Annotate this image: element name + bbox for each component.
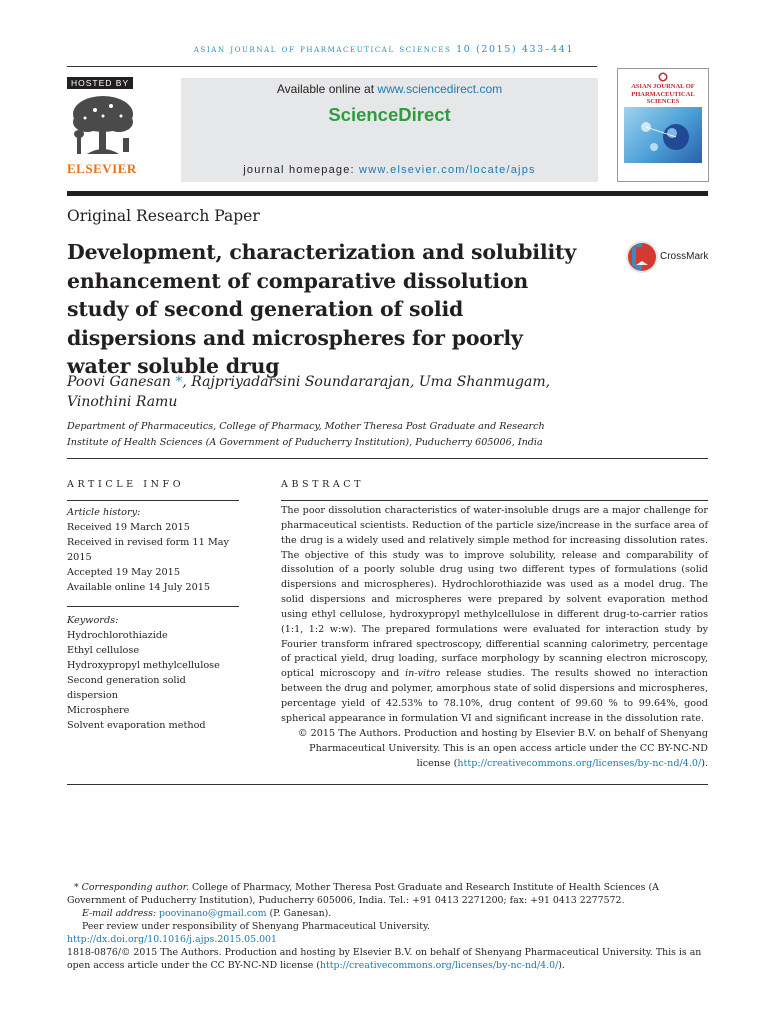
author-rest: , Rajpriyadarsini Soundararajan, Uma Shanmugam, Vinothini Ramu xyxy=(67,374,551,410)
keyword-item: Hydrochlorothiazide xyxy=(67,630,168,641)
elsevier-tree-logo-icon xyxy=(67,92,140,162)
email-footnote xyxy=(67,907,708,920)
history-item: Received 19 March 2015 xyxy=(67,522,190,533)
crossmark-label[interactable]: CrossMark xyxy=(660,251,709,262)
corresponding-author-text: College of Pharmacy, Mother Theresa Post Graduate and Research Institute of Health Sciences (A Government of Puducherry Institution), Puducherry 605006, India. Tel.: +91 0413 2271200; fax: +91 0413 2277572. xyxy=(67,882,659,906)
copyright-text: © 2015 The Authors. Production and hosting by Elsevier B.V. on behalf of Shenyang Pharmaceutical University. This is an open access article under the CC BY-NC-ND license ( xyxy=(297,728,708,769)
crossmark-icon[interactable] xyxy=(625,240,659,274)
keywords-label: Keywords: xyxy=(67,615,119,626)
copyright-end: ). xyxy=(701,757,708,769)
footnote-star: * xyxy=(74,882,79,893)
keyword-item: Microsphere xyxy=(67,705,130,716)
header-rule xyxy=(67,66,597,67)
article-title: Development, characterization and solubility enhancement of comparative dissolution study of second generation of solid dispersions and microspheres for poorly water soluble drug xyxy=(67,240,577,378)
keyword-item: Second generation solid dispersion xyxy=(67,675,186,701)
corresponding-author-footnote xyxy=(67,881,708,907)
cover-journal-title: ASIAN JOURNAL OF PHARMACEUTICAL SCIENCES xyxy=(631,83,695,105)
corresponding-author-label: Corresponding author. xyxy=(81,882,190,893)
license-link[interactable]: http://creativecommons.org/licenses/by-nc-nd/4.0/ xyxy=(457,757,702,769)
sciencedirect-logo: ScienceDirect xyxy=(328,104,451,125)
keyword-item: Ethyl cellulose xyxy=(67,645,140,656)
available-online-prefix: Available online at xyxy=(276,82,378,96)
abstract-body-1: The poor dissolution characteristics of water-insoluble drugs are a major challenge for pharmaceutical scientists. Reduction of the particle size/increase in the surface area of the drug is a widely used and relatively simple method for increasing dissolution rates. The objective of this study was to improve solubility, release and comparability of dissolution of a poorly soluble drug using two different types of formulations (solid dispersions and microspheres). Hydrochlorothiazide was used as a model drug. The solid dispersions and microspheres were prepared by solvent evaporation method using ethyl cellulose, hydroxypropyl methylcellulose in different drug-to-carrier ratios (1:1, 1:2 w:w). The prepared formulations were evaluated for interaction study by Fourier transform infrared spectroscopy, differential scanning calorimetry, percentage of practical yield, drug loading, surface morphology by scanning electron microscopy, optical microscopy and xyxy=(281,505,708,680)
available-online-line xyxy=(181,82,598,96)
journal-homepage-link[interactable]: www.elsevier.com/locate/ajps xyxy=(359,164,536,176)
keyword-item: Hydroxypropyl methylcellulose xyxy=(67,660,220,671)
abstract-text xyxy=(281,504,708,727)
abstract-heading: ABSTRACT xyxy=(281,479,365,490)
elsevier-wordmark: ELSEVIER xyxy=(67,161,137,176)
abstract-invitro: in-vitro xyxy=(405,668,441,680)
authors-rule xyxy=(67,458,708,459)
journal-homepage-line xyxy=(181,164,598,176)
article-info-heading: ARTICLE INFO xyxy=(67,479,185,490)
article-type: Original Research Paper xyxy=(67,207,260,225)
email-suffix: (P. Ganesan). xyxy=(266,908,332,919)
peer-review-note: Peer review under responsibility of Shenyang Pharmaceutical University. xyxy=(82,921,431,932)
abstract-copyright xyxy=(281,727,708,772)
author-first: Poovi Ganesan xyxy=(67,374,176,390)
author-list xyxy=(67,372,587,412)
email-label: E-mail address: xyxy=(82,908,157,919)
history-item: Available online 14 July 2015 xyxy=(67,582,211,593)
cover-molecule-icon xyxy=(624,107,702,163)
abstract-body-2: release studies. The results showed no interaction between the drug and polymer, amorphous state of solid dispersions and microspheres, percentage yield of 42.53% to 78.10%, drug content of 99.60 % to 99.64%, good spherical appearance in formulation VI and significant increase in the dissolution rate. xyxy=(281,668,708,724)
cover-artwork xyxy=(624,107,702,163)
keywords-rule xyxy=(67,606,239,607)
author-affiliation: Department of Pharmaceutics, College of Pharmacy, Mother Theresa Post Graduate and Research Institute of Health Sciences (A Government of Puducherry Institution), Puducherry 605006, India xyxy=(67,421,545,448)
footnote-license-link[interactable]: http://creativecommons.org/licenses/by-nc-nd/4.0/ xyxy=(319,960,559,971)
issn-text: 1818-0876/© 2015 The Authors. Production and hosting by Elsevier B.V. on behalf of Shenyang Pharmaceutical University. This is an open access article under the CC BY-NC-ND license ( xyxy=(67,947,702,971)
doi-line xyxy=(67,933,708,946)
running-header: asian journal of pharmaceutical sciences 10 (2015) 433–441 xyxy=(193,44,575,55)
doi-link[interactable]: http://dx.doi.org/10.1016/j.ajps.2015.05.001 xyxy=(67,934,277,945)
email-link[interactable]: poovinano@gmail.com xyxy=(159,908,267,919)
article-history xyxy=(67,505,239,595)
keywords-list xyxy=(67,613,239,733)
hosted-by-label: HOSTED BY xyxy=(67,77,133,89)
abstract-bottom-rule xyxy=(67,784,708,785)
article-history-label: Article history: xyxy=(67,507,141,518)
abstract-rule xyxy=(281,500,708,501)
issn-license-note xyxy=(67,946,708,972)
keyword-item: Solvent evaporation method xyxy=(67,720,206,731)
corresponding-author-star[interactable]: * xyxy=(175,374,183,390)
history-item: Received in revised form 11 May 2015 xyxy=(67,537,229,563)
history-item: Accepted 19 May 2015 xyxy=(67,567,180,578)
issn-end: ). xyxy=(558,960,565,971)
article-info-rule xyxy=(67,500,239,501)
sciencedirect-link[interactable]: www.sciencedirect.com xyxy=(377,82,503,96)
journal-emblem-icon xyxy=(658,72,668,82)
journal-homepage-prefix: journal homepage: xyxy=(243,164,360,176)
header-thick-rule xyxy=(67,191,708,196)
journal-cover-thumbnail xyxy=(617,68,709,182)
